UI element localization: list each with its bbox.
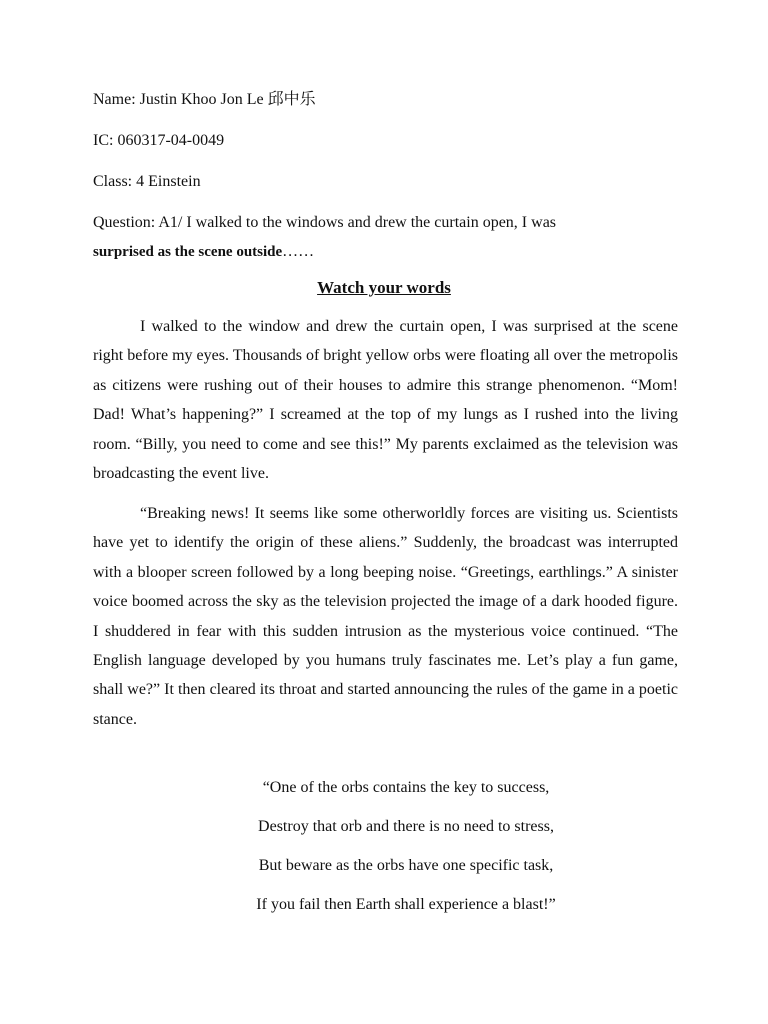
class-value: 4 Einstein	[136, 173, 201, 190]
question-label: Question:	[93, 214, 156, 231]
essay-title: Watch your words	[317, 278, 451, 297]
question-ellipsis: ……	[282, 243, 315, 260]
name-line	[93, 89, 316, 111]
class-label: Class:	[93, 173, 133, 190]
poem-line-3: But beware as the orbs have one specific task,	[258, 857, 554, 874]
essay-paragraph-2: “Breaking news! It seems like some otherworldly forces are visiting us. Scientists have yet to identify the origin of these aliens.” Suddenly, the broadcast was interrupted with a blooper screen followed by a long beeping noise. “Greetings, earthlings.” A sinister voice boomed across the sky as the television projected the image of a dark hooded figure. I shuddered in fear with this sudden intrusion as the mysterious voice continued. “The English language developed by you humans truly fascinates me. Let’s play a fun game, shall we?” It then cleared its throat and started announcing the rules of the game in a poetic stance.	[93, 505, 678, 728]
ic-line	[93, 130, 224, 152]
poem-line-2: Destroy that orb and there is no need to stress,	[258, 818, 554, 835]
essay-paragraph-1: I walked to the window and drew the curtain open, I was surprised at the scene right before my eyes. Thousands of bright yellow orbs were floating all over the metropolis as citizens were rushing out of their houses to admire this strange phenomenon. “Mom! Dad! What’s happening?” I screamed at the top of my lungs as I rushed into the living room. “Billy, you need to come and see this!” My parents exclaimed as the television was broadcasting the event live.	[93, 318, 678, 483]
poem-block	[0, 773, 768, 929]
poem-line-4: If you fail then Earth shall experience a blast!”	[256, 896, 556, 913]
class-line	[93, 171, 201, 193]
question-prompt	[93, 208, 693, 267]
name-label: Name:	[93, 91, 136, 108]
poem-line-1: “One of the orbs contains the key to success,	[262, 779, 550, 796]
name-value: Justin Khoo Jon Le 邱中乐	[139, 91, 316, 108]
ic-label: IC:	[93, 132, 114, 149]
ic-value: 060317-04-0049	[117, 132, 225, 149]
question-text: A1/ I walked to the windows and drew the curtain open, I was	[158, 214, 557, 231]
question-bold-text: surprised as the scene outside	[93, 244, 283, 260]
